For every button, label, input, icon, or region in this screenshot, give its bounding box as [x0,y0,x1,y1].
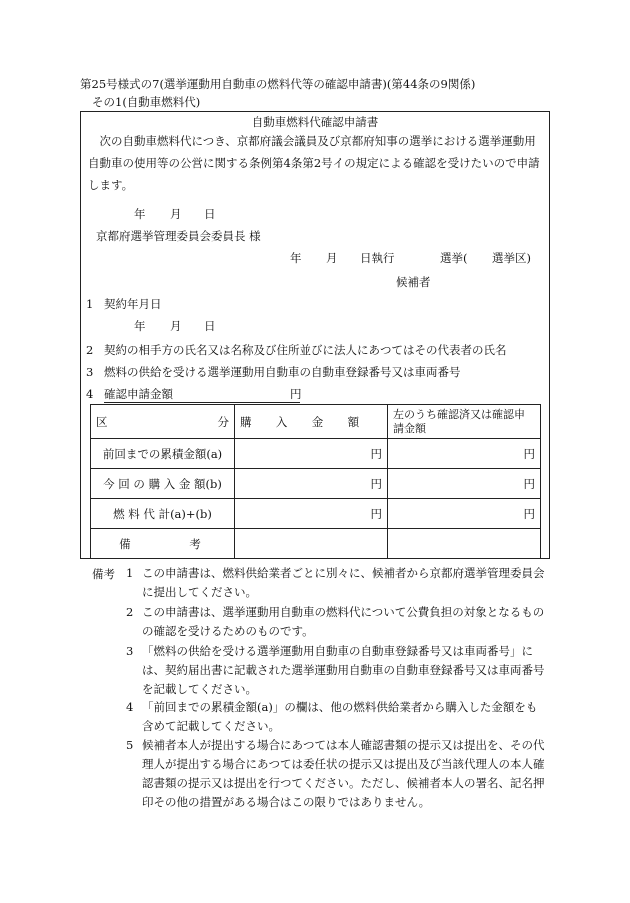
table-row-remarks [91,529,541,559]
notes-label: 備考 [92,567,115,581]
note-2-text: この申請書は、選挙運動用自動車の燃料代について公費負担の対象となるものの確認を受けるためのものです。 [142,605,545,638]
confirmed-amount-header: 左のうち確認済又は確認申請金額 [388,405,541,439]
form-number-title: 第25号様式の7(選挙運動用自動車の燃料代等の確認申請書)(第44条の9関係) [80,77,476,91]
note-3-number: 3 [126,644,134,658]
item-3-text: 燃料の供給を受ける選挙運動用自動車の自動車登録番号又は車両番号 [104,365,461,379]
category-header [91,405,235,439]
category-header-right: 分 [217,414,229,429]
item-4-number: 4 [86,387,94,401]
election-month: 月 [326,251,338,265]
purchase-amount-cell[interactable]: 円 [235,499,388,529]
remarks-label: 備 考 [91,529,235,559]
confirmed-amount-cell[interactable]: 円 [388,469,541,499]
item-1-number: 1 [86,297,94,311]
contract-day: 日 [204,319,216,333]
purchase-amount-cell[interactable]: 円 [235,439,388,469]
purchase-amount-cell[interactable]: 円 [235,469,388,499]
item-4-text: 確認申請金額 [104,387,173,401]
amount-unit: 円 [290,387,302,401]
application-title: 自動車燃料代確認申請書 [251,115,379,129]
note-2-number: 2 [126,605,134,619]
addressee: 京都府選挙管理委員会委員長 様 [96,229,261,243]
election-year: 年 [290,251,302,265]
remarks-cell[interactable] [235,529,388,559]
confirmed-amount-cell[interactable]: 円 [388,439,541,469]
note-4-number: 4 [126,700,134,714]
table-row [91,439,541,469]
date-year: 年 [134,207,146,221]
note-3-text: 「燃料の供給を受ける選挙運動用自動車の自動車登録番号又は車両番号」には、契約届出書に記載された選挙運動用自動車の自動車登録番号又は車両番号を記載してください。 [142,644,545,696]
row-label: 今 回 の 購 入 金 額(b) [91,469,235,499]
remarks-cell[interactable] [388,529,541,559]
category-header-left: 区 [96,414,108,429]
date-day: 日 [204,207,216,221]
note-1-text: この申請書は、燃料供給業者ごとに別々に、候補者から京都府選挙管理委員会に提出してください。 [142,566,545,599]
form-subtitle: その1(自動車燃料代) [92,95,201,109]
item-3-number: 3 [86,365,94,379]
row-label: 前回までの累積金額(a) [91,439,235,469]
item-2-text: 契約の相手方の氏名又は名称及び住所並びに法人にあつてはその代表者の氏名 [104,343,507,357]
note-5-text: 候補者本人が提出する場合にあつては本人確認書類の提示又は提出を、その代理人が提出する場合にあつては委任状の提示又は提出及び当該代理人の本人確認書類の提示又は提出を行つてください。ただし、候補者本人の署名、記名押印その他の措置がある場合はこの限りではありません。 [142,738,545,809]
table-header-row [91,405,541,439]
table-row [91,469,541,499]
election-day-held: 日執行 [360,251,395,265]
table-row [91,499,541,529]
election-name: 選挙( [440,251,468,265]
note-4-text: 「前回までの累積金額(a)」の欄は、他の燃料供給業者から購入した金額をも含めて記載してください。 [142,700,538,733]
candidate-label: 候補者 [396,275,431,289]
item-1-text: 契約年月日 [104,297,162,311]
row-label: 燃 料 代 計(a)+(b) [91,499,235,529]
amount-table [90,404,541,559]
item-2-number: 2 [86,343,94,357]
amount-underline [104,402,300,403]
application-intro: 次の自動車燃料代につき、京都府議会議員及び京都府知事の選挙における選挙運動用自動車の使用等の公営に関する条例第4条第2号イの規定による確認を受けたいので申請します。 [88,134,540,192]
contract-year: 年 [134,319,146,333]
note-5-number: 5 [126,738,134,752]
note-1-number: 1 [126,566,134,580]
purchase-amount-header: 購 入 金 額 [235,405,388,439]
confirmed-amount-cell[interactable]: 円 [388,499,541,529]
date-month: 月 [170,207,182,221]
contract-month: 月 [170,319,182,333]
election-district: 選挙区) [492,251,531,265]
